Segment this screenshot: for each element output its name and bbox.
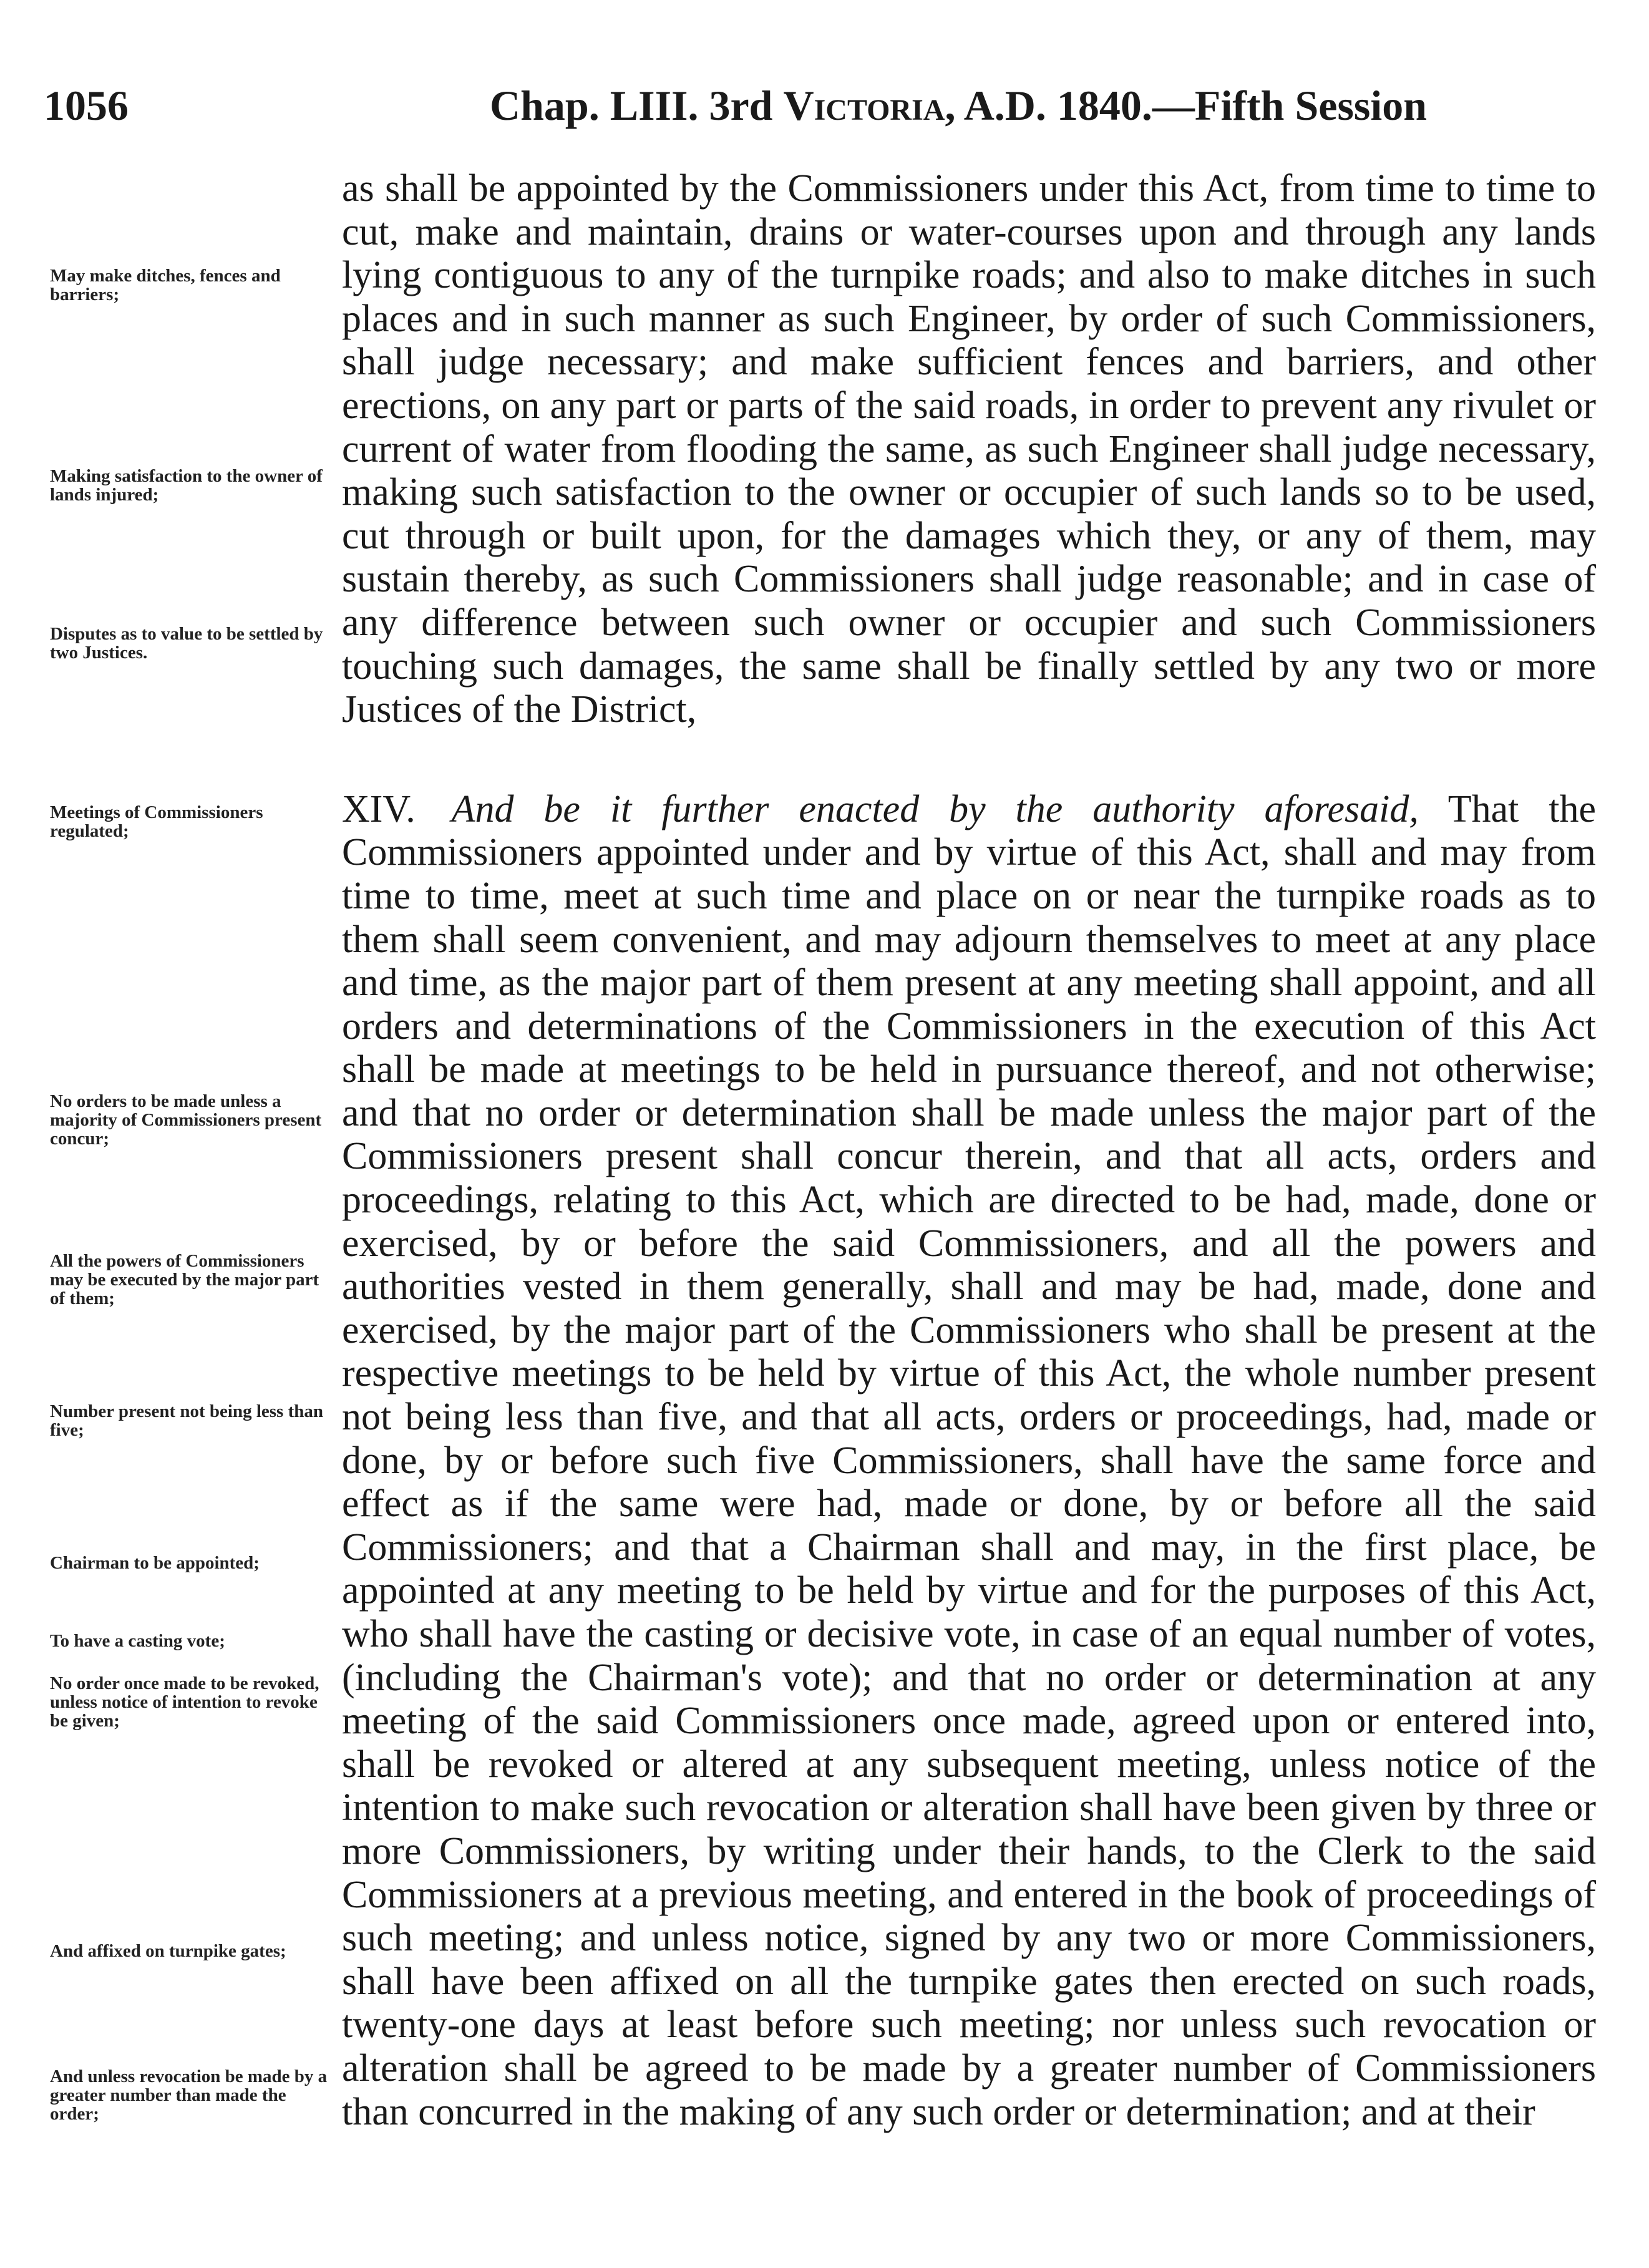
margin-note-disputes: Disputes as to value to be settled by two Justices.	[50, 624, 323, 663]
margin-note-revocation-notice: No order once made to be revoked, unless notice of intention to revoke be given;	[50, 1673, 319, 1731]
running-head	[490, 81, 1427, 130]
margin-note-powers: All the powers of Commissioners may be executed by the major part of them;	[50, 1251, 319, 1308]
body-text	[342, 167, 1596, 2134]
margin-note-ditches: May make ditches, fences and barriers;	[50, 266, 281, 304]
margin-note-greater-number: And unless revocation be made by a greater number than made the order;	[50, 2066, 328, 2124]
margin-note-turnpike-gates: And affixed on turnpike gates;	[50, 1941, 286, 1961]
margin-note-satisfaction: Making satisfaction to the owner of lands injured;	[50, 466, 323, 505]
section-number: XIV.	[342, 787, 416, 830]
section-xiv	[342, 788, 1596, 2134]
margin-note-chairman: Chairman to be appointed;	[50, 1553, 260, 1573]
margin-note-casting-vote: To have a casting vote;	[50, 1631, 225, 1651]
running-head-year: , A.D. 1840.—Fifth Session	[945, 82, 1428, 129]
paragraph-continuation: as shall be appointed by the Commissioners under this Act, from time to time to cut, make and maintain, drains or water-courses upon and through any lands lying contiguous to any of the turnpike roads; and also to make ditches in such places and in such manner as such Engineer, by order of such Commissioners, shall judge necessary; and make sufficient fences and barriers, and other erections, on any part or parts of the said roads, in order to prevent any rivulet or current of water from flooding the same, as such Engineer shall judge necessary, making such satisfaction to the owner or occupier of such lands so to be used, cut through or built upon, for the damages which they, or any of them, may sustain thereby, as such Commissioners shall judge reasonable; and in case of any difference between such owner or occupier and such Commissioners touching such damages, the same shall be finally settled by any two or more Justices of the District,	[342, 167, 1596, 731]
margin-notes	[50, 0, 337, 2268]
enacting-clause: And be it further enacted by the authority aforesaid,	[451, 787, 1419, 830]
margin-note-five: Number present not being less than five;	[50, 1401, 324, 1440]
section-xiv-text: That the Commissioners appointed under and by virtue of this Act, shall and may from time to time, meet at such time and place on or near the turnpike roads as to them shall seem convenient, and may adjourn themselves to meet at any place and time, as the major part of them present at any meeting shall appoint, and all orders and determinations of the Commissioners in the execution of this Act shall be made at meetings to be held in pursuance thereof, and not otherwise; and that no order or determination shall be made unless the major part of the Commissioners present shall concur therein, and that all acts, orders and proceedings, relating to this Act, which are directed to be had, made, done or exercised, by or before the said Commissioners, and all the powers and authorities vested in them generally, shall and may be had, made, done and exercised, by the major part of the Commissioners who shall be present at the respective meetings to be held by virtue of this Act, the whole number present not being less than five, and that all acts, orders or proceedings, had, made or done, by or before such five Commissioners, shall have the same force and effect as if the same were had, made or done, by or before all the said Commissioners; and that a Chairman shall and may, in the first place, be appointed at any meeting to be held by virtue and for the purposes of this Act, who shall have the casting or decisive vote, in case of an equal number of votes, (including the Chairman's vote); and that no order or determination at any meeting of the said Commissioners once made, agreed upon or entered into, shall be revoked or altered at any subsequent meeting, unless notice of the intention to make such revocation or alteration shall have been given by three or more Commissioners, by writing under their hands, to the Clerk to the said Commissioners at a previous meeting, and entered in the book of proceedings of such meeting; and unless notice, signed by any two or more Commissioners, shall have been affixed on all the turnpike gates then erected on such roads, twenty-one days at least before such meeting; nor unless such revocation or alteration shall be agreed to be made by a greater number of Commissioners than concurred in the making of any such order or determination; and at their	[342, 787, 1597, 2133]
running-head-monarch: Victoria	[783, 82, 945, 129]
running-head-chapter: Chap. LIII. 3rd	[490, 82, 773, 129]
margin-note-meetings: Meetings of Commissioners regulated;	[50, 802, 263, 841]
margin-note-majority: No orders to be made unless a majority of Commissioners present concur;	[50, 1091, 322, 1149]
page-number: 1056	[44, 82, 129, 129]
